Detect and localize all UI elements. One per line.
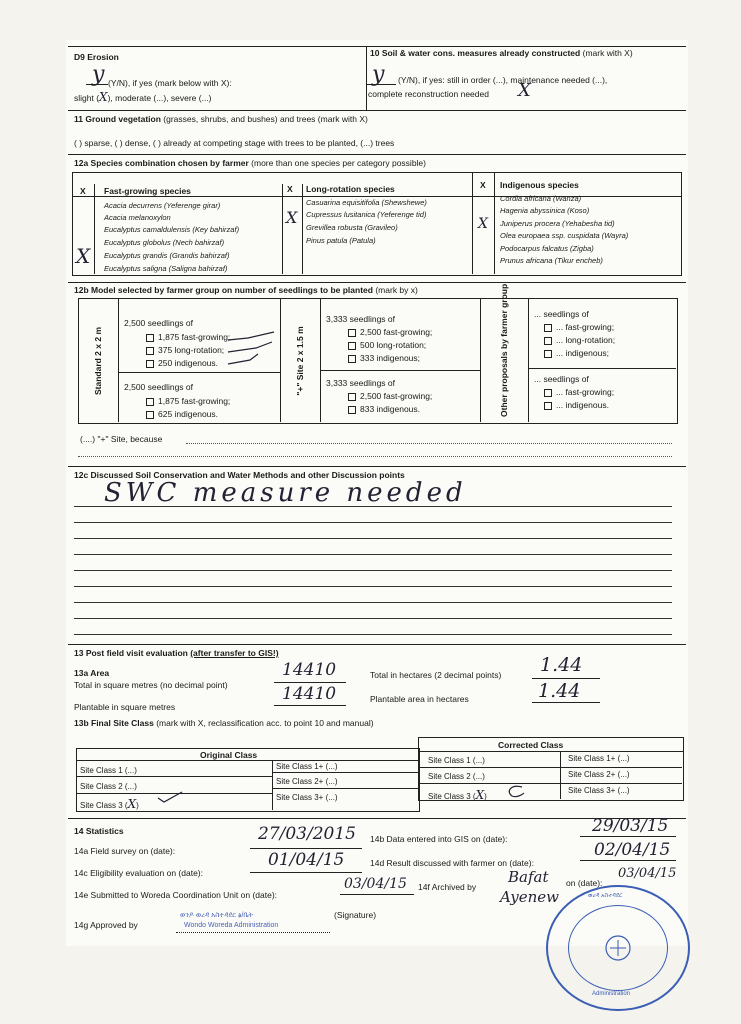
std1-item-2: 375 long-rotation; [146,345,224,355]
indig-species-1: Cordia africana (Wanza) [500,194,582,203]
s10-mark: X [518,80,531,101]
plantable-sqm-value: 14410 [282,684,337,704]
long-species-4: Pinus patula (Patula) [306,236,376,245]
corr-class-2: Site Class 2 (...) [428,772,485,781]
s11-line: ( ) sparse, ( ) dense, ( ) already at competing stage with trees to be planted, (...) trees [74,138,395,148]
species-x-header-1: X [80,186,86,196]
std2-title: 2,500 seedlings of [124,382,193,392]
standard-label: Standard 2 x 2 m [93,326,103,396]
s13b-title: 13b Final Site Class (mark with X, reclassification acc. to point 10 and manual) [74,718,374,728]
indig-species-5: Podocarpus falcatus (Zigba) [500,244,594,253]
s12a-title: 12a Species combination chosen by farmer (more than one species per category possible) [74,158,426,168]
orig-tick [156,790,184,804]
indig-mark: X [478,216,488,232]
indig-species-3: Juniperus procera (Yehabesha tid) [500,219,615,228]
s14g-signature: (Signature) [334,910,377,920]
std2-item-1: 1,875 fast-growing; [146,396,230,406]
total-sqm-label: Total in square metres (no decimal point) [74,680,228,690]
s10-line1: (Y/N), if yes: still in order (...), maintenance needed (...), [398,75,608,85]
indig-species-4: Olea europaea ssp. cuspidata (Wayra) [500,231,629,240]
corr-class-2plus: Site Class 2+ (...) [568,770,630,779]
s14d-value: 02/04/15 [594,840,671,860]
other2-item-1: ... fast-growing; [544,387,614,397]
s10-line2: complete reconstruction needed [368,89,489,99]
std2-item-2: 625 indigenous. [146,409,218,419]
s12c-title: 12c Discussed Soil Conservation and Water Methods and other Discussion points [74,470,405,480]
plantable-ha-value: 1.44 [538,680,581,702]
plus1-item-2: 500 long-rotation; [348,340,426,350]
corr-tick [504,784,526,798]
fast-species-6: Eucalyptus saligna (Saligna bahirzaf) [104,264,228,273]
original-class-header: Original Class [200,750,258,760]
total-ha-value: 1.44 [540,654,583,676]
other1-item-2: ... long-rotation; [544,335,615,345]
plus1-title: 3,333 seedlings of [326,314,395,324]
s09-line1: (Y/N), if yes (mark below with X): [108,78,232,88]
plantable-ha-label: Plantable area in hectares [370,694,469,704]
total-ha-label: Total in hectares (2 decimal points) [370,670,502,680]
s14f-name2: Ayenew [500,888,559,906]
other1-item-3: ... indigenous; [544,348,609,358]
s14f-label: 14f Archived by [418,882,477,892]
orig-class-3: Site Class 3 (X) [80,797,139,811]
plus2-item-1: 2,500 fast-growing; [348,391,432,401]
std1-item-1: 1,875 fast-growing; [146,332,230,342]
s12c-handwritten: SWC measure needed [104,478,467,508]
s13-title: 13 Post field visit evaluation (after transfer to GIS!) [74,648,279,658]
plus2-item-2: 833 indigenous. [348,404,420,414]
species-x-header-3: X [480,180,486,190]
s09-line2: slight (X), moderate (...), severe (...) [74,90,212,104]
s14a-value: 27/03/2015 [258,824,356,844]
fast-species-1: Acacia decurrens (Yeferenge girar) [104,201,221,210]
corr-class-3: Site Class 3 (X) [428,788,487,802]
other1-item-1: ... fast-growing; [544,322,614,332]
s14f-value: 03/04/15 [618,866,677,881]
corr-class-1plus: Site Class 1+ (...) [568,754,630,763]
indig-species-6: Prunus africana (Tikur encheb) [500,256,603,265]
s13a-title: 13a Area [74,668,110,678]
other-proposals-label: Other proposals by farmer group [499,283,509,417]
species-x-header-2: X [287,184,293,194]
long-species-3: Grevillea robusta (Gravileo) [306,223,398,232]
official-stamp: ወረዳ አስተዳደር Administration [546,885,690,1011]
plus1-item-3: 333 indigenous; [348,353,420,363]
orig-class-2: Site Class 2 (...) [80,782,137,791]
s14a-label: 14a Field survey on (date): [74,846,176,856]
orig-class-1plus: Site Class 1+ (...) [276,762,338,771]
approval-stamp-line1: ወንዶ ወረዳ አስተዳደር ፅ/ቤት [180,912,253,919]
other2-title: ... seedlings of [534,374,589,384]
fast-species-2: Acacia melanoxylon [104,213,171,222]
s14f-on: on (date): [566,878,603,888]
total-sqm-value: 14410 [282,660,337,680]
indigenous-header: Indigenous species [500,180,579,190]
s14g-label: 14g Approved by [74,920,138,930]
std1-item-3: 250 indigenous. [146,358,218,368]
s14b-value: 29/03/15 [592,816,669,836]
plantable-sqm-label: Plantable in square metres [74,702,176,712]
fast-species-3: Eucalyptus camaldulensis (Key bahirzaf) [104,225,240,234]
s09-slight-mark: X [99,90,108,104]
std1-tick-marks [226,328,278,368]
plus-site-because: (....) "+" Site, because [80,434,163,444]
indig-species-2: Hagenia abyssinica (Koso) [500,206,590,215]
other1-title: ... seedlings of [534,309,589,319]
fast-species-5: Eucalyptus grandis (Grandis bahirzaf) [104,251,230,260]
s10-yes-mark: y [372,62,385,87]
s14e-label: 14e Submitted to Woreda Coordination Unit on (date): [74,890,278,900]
orig-class-3plus: Site Class 3+ (...) [276,793,338,802]
s10-title: 10 Soil & water cons. measures already constructed (mark with X) [370,48,633,58]
s12b-title: 12b Model selected by farmer group on number of seedlings to be planted (mark by x) [74,285,418,295]
fast-mark: X [76,244,91,268]
corrected-class-header: Corrected Class [498,740,564,750]
long-rotation-header: Long-rotation species [306,184,395,194]
s14d-label: 14d Result discussed with farmer on (date): [370,858,534,868]
corr-class-3plus: Site Class 3+ (...) [568,786,630,795]
long-mark: X [286,208,298,227]
corr-class-1: Site Class 1 (...) [428,756,485,765]
fast-species-4: Eucalyptus globolus (Nech bahirzaf) [104,238,225,247]
s14b-label: 14b Data entered into GIS on (date): [370,834,508,844]
orig-class-2plus: Site Class 2+ (...) [276,777,338,786]
long-species-1: Casuarina equisitifolia (Shewshewe) [306,198,427,207]
s09-yes-mark: y [92,62,105,87]
other2-item-2: ... indigenous. [544,400,609,410]
std1-title: 2,500 seedlings of [124,318,193,328]
plus-site-label: "+" Site 2 x 1.5 m [295,326,305,396]
plus1-item-1: 2,500 fast-growing; [348,327,432,337]
s09-title: D9 Erosion [74,52,119,62]
long-species-2: Cupressus lusitanica (Yeferenge tid) [306,210,427,219]
fast-growing-header: Fast-growing species [104,186,191,196]
s14-title: 14 Statistics [74,826,124,836]
approval-stamp-line2: Wondo Woreda Administration [184,922,279,929]
s14c-label: 14c Eligibility evaluation on (date): [74,868,203,878]
s11-title: 11 Ground vegetation (grasses, shrubs, and bushes) and trees (mark with X) [74,114,368,124]
plus2-title: 3,333 seedlings of [326,378,395,388]
s14c-value: 01/04/15 [268,850,345,870]
s14e-value: 03/04/15 [344,876,407,892]
orig-class-1: Site Class 1 (...) [80,766,137,775]
s14f-name1: Bafat [508,868,549,886]
